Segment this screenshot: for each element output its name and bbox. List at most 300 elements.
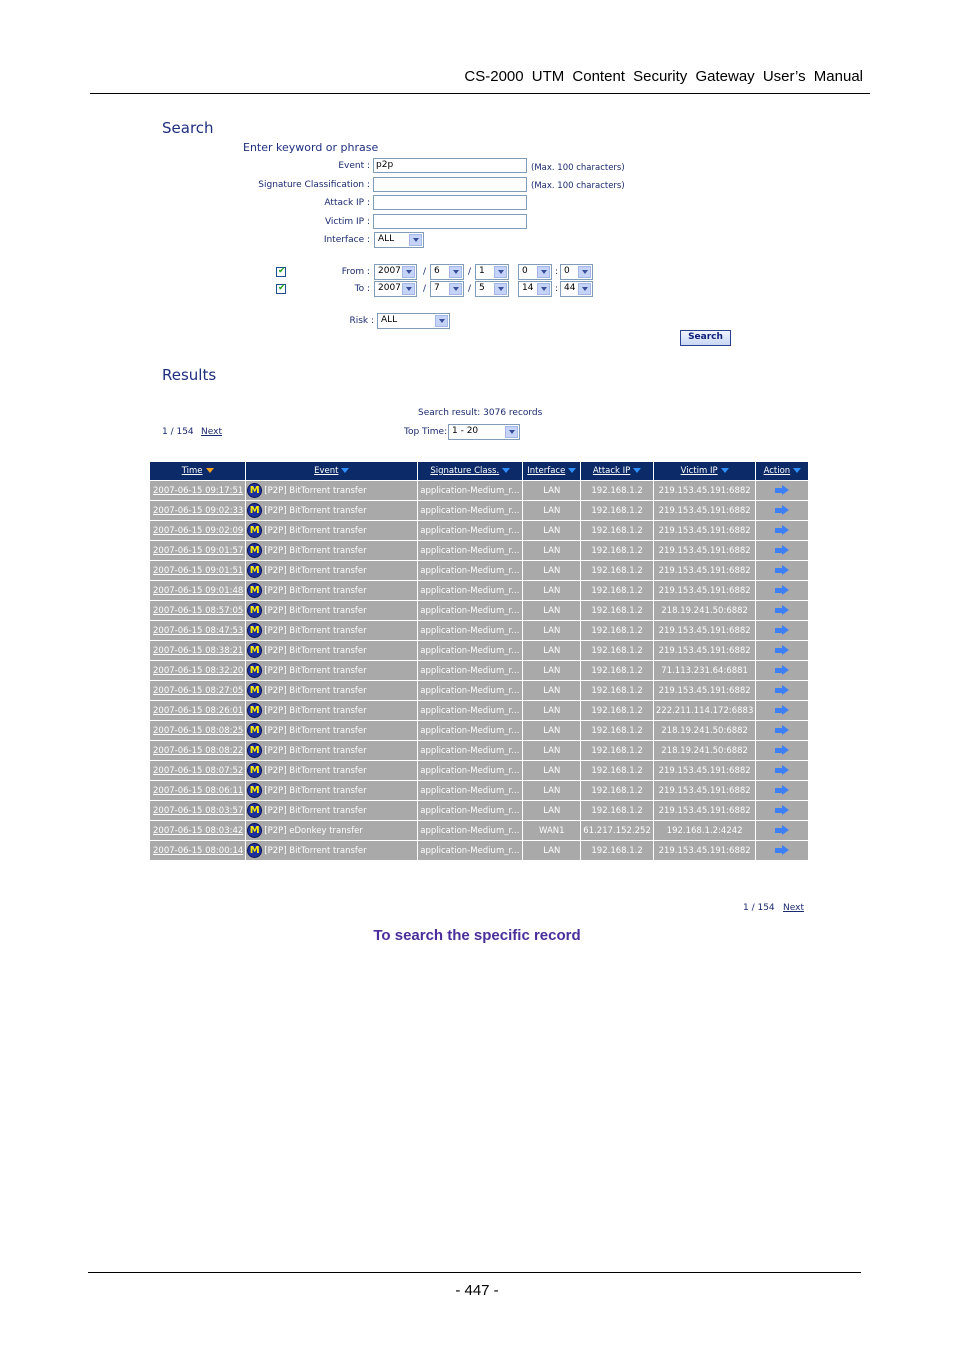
signature-class-cell: application-Medium_r...: [418, 780, 522, 800]
event-cell: [246, 600, 417, 620]
arrow-right-icon[interactable]: [775, 585, 789, 595]
chevron-down-icon: [449, 266, 462, 278]
column-header-time[interactable]: [150, 462, 245, 480]
time-link[interactable]: 2007-06-15 08:03:42: [150, 820, 245, 840]
search-subtitle: Enter keyword or phrase: [243, 141, 379, 154]
interface-cell: LAN: [523, 780, 580, 800]
attack-ip-cell: 192.168.1.2: [581, 480, 653, 500]
event-text: [P2P] BitTorrent transfer: [264, 846, 367, 856]
to-day-select[interactable]: [475, 281, 509, 297]
table-row: [150, 480, 808, 500]
victim-ip-cell: 219.153.45.191:6882: [654, 540, 756, 560]
page-number: - 447 -: [455, 1282, 499, 1299]
to-month-value: 7: [434, 283, 440, 293]
victim-ip-cell: 219.153.45.191:6882: [654, 480, 756, 500]
attack-ip-label: Attack IP :: [324, 198, 370, 208]
to-minute-select[interactable]: [560, 281, 593, 297]
column-header-signature-class[interactable]: [418, 462, 522, 480]
chevron-down-icon: [578, 266, 591, 278]
interface-label: Interface :: [323, 235, 370, 245]
risk-select[interactable]: [377, 313, 450, 329]
signature-class-cell: application-Medium_r...: [418, 760, 522, 780]
interface-cell: LAN: [523, 840, 580, 860]
table-row: [150, 740, 808, 760]
attack-ip-cell: 192.168.1.2: [581, 840, 653, 860]
event-text: [P2P] BitTorrent transfer: [264, 506, 367, 516]
victim-ip-cell: 219.153.45.191:6882: [654, 500, 756, 520]
time-link[interactable]: 2007-06-15 08:32:20: [150, 660, 245, 680]
table-row: [150, 500, 808, 520]
date-separator: /: [468, 267, 472, 277]
arrow-right-icon[interactable]: [775, 645, 789, 655]
time-link[interactable]: 2007-06-15 08:08:22: [150, 740, 245, 760]
to-month-select[interactable]: [430, 281, 464, 297]
medium-risk-icon: M: [247, 703, 262, 718]
medium-risk-icon: M: [247, 483, 262, 498]
arrow-right-icon[interactable]: [775, 485, 789, 495]
chevron-down-icon: [537, 266, 550, 278]
from-day-value: 1: [479, 266, 485, 276]
from-month-value: 6: [434, 266, 440, 276]
medium-risk-icon: M: [247, 563, 262, 578]
victim-ip-cell: 219.153.45.191:6882: [654, 840, 756, 860]
from-hour-select[interactable]: [518, 264, 552, 280]
event-cell: [246, 500, 417, 520]
to-year-value: 2007: [378, 283, 401, 293]
arrow-right-icon[interactable]: [775, 605, 789, 615]
time-link[interactable]: 2007-06-15 08:00:14: [150, 840, 245, 860]
victim-ip-cell: 218.19.241.50:6882: [654, 720, 756, 740]
interface-cell: LAN: [523, 560, 580, 580]
signature-class-cell: application-Medium_r...: [418, 840, 522, 860]
from-hour-value: 0: [522, 266, 528, 276]
to-year-select[interactable]: [374, 281, 417, 297]
attack-ip-cell: 192.168.1.2: [581, 500, 653, 520]
interface-cell: LAN: [523, 680, 580, 700]
column-label: Interface: [527, 466, 566, 476]
event-cell: [246, 640, 417, 660]
table-row: [150, 780, 808, 800]
column-header-action[interactable]: [756, 462, 808, 480]
interface-cell: LAN: [523, 580, 580, 600]
victim-ip-cell: 222.211.114.172:6883: [654, 700, 756, 720]
attack-ip-cell: 192.168.1.2: [581, 800, 653, 820]
to-day-value: 5: [479, 283, 485, 293]
table-row: [150, 580, 808, 600]
date-separator: /: [423, 267, 427, 277]
table-row: [150, 640, 808, 660]
action-cell: [756, 760, 808, 780]
victim-ip-label: Victim IP :: [324, 217, 370, 227]
event-cell: [246, 580, 417, 600]
table-row: [150, 720, 808, 740]
column-header-attack-ip[interactable]: [581, 462, 653, 480]
column-label: Signature Class.: [430, 466, 500, 476]
attack-ip-cell: 61.217.152.252: [581, 820, 653, 840]
arrow-right-icon[interactable]: [775, 545, 789, 555]
signature-class-cell: application-Medium_r...: [418, 520, 522, 540]
interface-cell: LAN: [523, 540, 580, 560]
signature-class-cell: application-Medium_r...: [418, 540, 522, 560]
event-cell: [246, 620, 417, 640]
sigclass-label: Signature Classification :: [258, 180, 370, 190]
action-cell: [756, 620, 808, 640]
chevron-down-icon: [409, 234, 422, 246]
event-text: [P2P] BitTorrent transfer: [264, 606, 367, 616]
action-cell: [756, 560, 808, 580]
event-text: [P2P] BitTorrent transfer: [264, 806, 367, 816]
attack-ip-cell: 192.168.1.2: [581, 720, 653, 740]
sort-icon: [793, 468, 801, 473]
table-row: [150, 620, 808, 640]
search-result-summary: Search result: 3076 records: [418, 408, 543, 418]
arrow-right-icon[interactable]: [775, 625, 789, 635]
medium-risk-icon: M: [247, 623, 262, 638]
action-cell: [756, 480, 808, 500]
signature-class-cell: application-Medium_r...: [418, 500, 522, 520]
arrow-right-icon[interactable]: [775, 525, 789, 535]
arrow-right-icon[interactable]: [775, 665, 789, 675]
signature-class-cell: application-Medium_r...: [418, 660, 522, 680]
arrow-right-icon[interactable]: [775, 745, 789, 755]
medium-risk-icon: M: [247, 543, 262, 558]
victim-ip-cell: 218.19.241.50:6882: [654, 740, 756, 760]
arrow-right-icon[interactable]: [775, 705, 789, 715]
signature-class-cell: application-Medium_r...: [418, 700, 522, 720]
medium-risk-icon: M: [247, 503, 262, 518]
interface-cell: LAN: [523, 480, 580, 500]
event-text: [P2P] BitTorrent transfer: [264, 766, 367, 776]
search-section-title: Search: [162, 119, 214, 137]
table-row: [150, 840, 808, 860]
interface-cell: LAN: [523, 620, 580, 640]
to-hour-select[interactable]: [518, 281, 552, 297]
table-header-row: [150, 462, 808, 480]
top-time-select[interactable]: [448, 424, 520, 440]
event-cell: [246, 720, 417, 740]
medium-risk-icon: M: [247, 723, 262, 738]
medium-risk-icon: M: [247, 763, 262, 778]
arrow-right-icon[interactable]: [775, 565, 789, 575]
table-row: [150, 700, 808, 720]
action-cell: [756, 640, 808, 660]
date-separator: /: [468, 284, 472, 294]
action-cell: [756, 700, 808, 720]
time-link[interactable]: 2007-06-15 09:01:57: [150, 540, 245, 560]
chevron-down-icon: [494, 266, 507, 278]
sort-icon: [341, 468, 349, 473]
time-link[interactable]: 2007-06-15 08:57:05: [150, 600, 245, 620]
from-minute-select[interactable]: [560, 264, 593, 280]
attack-ip-cell: 192.168.1.2: [581, 760, 653, 780]
header-rule: [90, 93, 870, 94]
event-label: Event :: [338, 161, 370, 171]
from-label: From :: [341, 267, 370, 277]
manual-title: CS-2000 UTM Content Security Gateway User’s Manual: [464, 68, 863, 85]
risk-label: Risk :: [349, 316, 374, 326]
interface-cell: LAN: [523, 700, 580, 720]
victim-ip-cell: 219.153.45.191:6882: [654, 680, 756, 700]
signature-class-cell: application-Medium_r...: [418, 560, 522, 580]
event-text: [P2P] eDonkey transfer: [264, 826, 363, 836]
victim-ip-cell: 219.153.45.191:6882: [654, 520, 756, 540]
event-input[interactable]: p2p: [373, 158, 527, 173]
time-link[interactable]: 2007-06-15 08:08:25: [150, 720, 245, 740]
column-label: Action: [763, 466, 791, 476]
attack-ip-cell: 192.168.1.2: [581, 640, 653, 660]
chevron-down-icon: [435, 315, 448, 327]
arrow-right-icon[interactable]: [775, 805, 789, 815]
event-text: [P2P] BitTorrent transfer: [264, 786, 367, 796]
time-link[interactable]: 2007-06-15 08:03:57: [150, 800, 245, 820]
arrow-right-icon[interactable]: [775, 785, 789, 795]
attack-ip-cell: 192.168.1.2: [581, 660, 653, 680]
event-text: [P2P] BitTorrent transfer: [264, 566, 367, 576]
medium-risk-icon: M: [247, 843, 262, 858]
victim-ip-cell: 218.19.241.50:6882: [654, 600, 756, 620]
to-minute-value: 44: [564, 283, 576, 293]
bottom-next-page-link[interactable]: Next: [783, 903, 804, 913]
interface-cell: LAN: [523, 520, 580, 540]
signature-class-cell: application-Medium_r...: [418, 580, 522, 600]
event-text: [P2P] BitTorrent transfer: [264, 686, 367, 696]
chevron-down-icon: [402, 283, 415, 295]
time-link[interactable]: 2007-06-15 09:02:33: [150, 500, 245, 520]
action-cell: [756, 740, 808, 760]
event-cell: [246, 680, 417, 700]
arrow-right-icon[interactable]: [775, 845, 789, 855]
action-cell: [756, 660, 808, 680]
chevron-down-icon: [578, 283, 591, 295]
table-row: [150, 600, 808, 620]
event-cell: [246, 700, 417, 720]
action-cell: [756, 780, 808, 800]
signature-class-cell: application-Medium_r...: [418, 680, 522, 700]
interface-cell: LAN: [523, 760, 580, 780]
from-year-value: 2007: [378, 266, 401, 276]
column-label: Victim IP: [680, 466, 718, 476]
medium-risk-icon: M: [247, 743, 262, 758]
column-label: Attack IP: [592, 466, 631, 476]
event-text: [P2P] BitTorrent transfer: [264, 726, 367, 736]
victim-ip-cell: 219.153.45.191:6882: [654, 560, 756, 580]
signature-class-cell: application-Medium_r...: [418, 720, 522, 740]
attack-ip-cell: 192.168.1.2: [581, 540, 653, 560]
chevron-down-icon: [494, 283, 507, 295]
attack-ip-cell: 192.168.1.2: [581, 560, 653, 580]
column-header-event[interactable]: [246, 462, 417, 480]
table-row: [150, 680, 808, 700]
medium-risk-icon: M: [247, 523, 262, 538]
time-link[interactable]: 2007-06-15 09:02:09: [150, 520, 245, 540]
column-label: Time: [181, 466, 203, 476]
attack-ip-cell: 192.168.1.2: [581, 780, 653, 800]
attack-ip-cell: 192.168.1.2: [581, 600, 653, 620]
event-cell: [246, 660, 417, 680]
results-section-title: Results: [162, 366, 217, 384]
event-cell: [246, 480, 417, 500]
check-icon: ✔: [278, 282, 286, 292]
victim-ip-cell: 192.168.1.2:4242: [654, 820, 756, 840]
victim-ip-cell: 219.153.45.191:6882: [654, 760, 756, 780]
action-cell: [756, 540, 808, 560]
event-cell: [246, 520, 417, 540]
action-cell: [756, 500, 808, 520]
medium-risk-icon: M: [247, 603, 262, 618]
time-link[interactable]: 2007-06-15 09:01:51: [150, 560, 245, 580]
event-text: [P2P] BitTorrent transfer: [264, 626, 367, 636]
arrow-right-icon[interactable]: [775, 505, 789, 515]
action-cell: [756, 600, 808, 620]
from-year-select[interactable]: [374, 264, 417, 280]
arrow-right-icon[interactable]: [775, 685, 789, 695]
time-link[interactable]: 2007-06-15 08:06:11: [150, 780, 245, 800]
results-table: [149, 462, 809, 860]
top-time-label: Top Time:: [404, 427, 448, 437]
chevron-down-icon: [537, 283, 550, 295]
bottom-page-indicator: 1 / 154: [743, 903, 775, 913]
action-cell: [756, 800, 808, 820]
event-text: [P2P] BitTorrent transfer: [264, 646, 367, 656]
interface-cell: LAN: [523, 500, 580, 520]
attack-ip-input[interactable]: [373, 195, 527, 210]
column-header-interface[interactable]: [523, 462, 580, 480]
medium-risk-icon: M: [247, 683, 262, 698]
event-cell: [246, 800, 417, 820]
attack-ip-cell: 192.168.1.2: [581, 620, 653, 640]
event-cell: [246, 840, 417, 860]
event-text: [P2P] BitTorrent transfer: [264, 486, 367, 496]
interface-cell: LAN: [523, 660, 580, 680]
arrow-right-icon[interactable]: [775, 825, 789, 835]
to-label: To :: [354, 284, 370, 294]
event-text: [P2P] BitTorrent transfer: [264, 586, 367, 596]
signature-class-cell: application-Medium_r...: [418, 600, 522, 620]
action-cell: [756, 840, 808, 860]
victim-ip-input[interactable]: [373, 214, 527, 229]
event-cell: [246, 780, 417, 800]
next-page-link[interactable]: Next: [201, 427, 222, 437]
event-text: [P2P] BitTorrent transfer: [264, 706, 367, 716]
victim-ip-cell: 219.153.45.191:6882: [654, 780, 756, 800]
arrow-right-icon[interactable]: [775, 765, 789, 775]
victim-ip-cell: 219.153.45.191:6882: [654, 620, 756, 640]
table-row: [150, 520, 808, 540]
page-indicator: 1 / 154: [162, 427, 194, 437]
from-checkbox[interactable]: [276, 267, 286, 277]
interface-cell: LAN: [523, 640, 580, 660]
time-link[interactable]: 2007-06-15 09:17:51: [150, 480, 245, 500]
medium-risk-icon: M: [247, 823, 262, 838]
top-time-value: 1 - 20: [452, 426, 479, 436]
interface-cell: WAN1: [523, 820, 580, 840]
from-month-select[interactable]: [430, 264, 464, 280]
sort-icon: [502, 468, 510, 473]
to-hour-value: 14: [522, 283, 534, 293]
column-label: Event: [314, 466, 339, 476]
from-minute-value: 0: [564, 266, 570, 276]
medium-risk-icon: M: [247, 803, 262, 818]
action-cell: [756, 720, 808, 740]
time-separator: :: [555, 267, 559, 277]
victim-ip-cell: 219.153.45.191:6882: [654, 580, 756, 600]
event-text: [P2P] BitTorrent transfer: [264, 666, 367, 676]
from-day-select[interactable]: [475, 264, 509, 280]
medium-risk-icon: M: [247, 583, 262, 598]
medium-risk-icon: M: [247, 643, 262, 658]
sigclass-note: (Max. 100 characters): [531, 181, 625, 191]
signature-class-cell: application-Medium_r...: [418, 740, 522, 760]
sort-icon: [721, 468, 729, 473]
medium-risk-icon: M: [247, 663, 262, 678]
event-cell: [246, 820, 417, 840]
victim-ip-cell: 219.153.45.191:6882: [654, 800, 756, 820]
time-link[interactable]: 2007-06-15 09:01:48: [150, 580, 245, 600]
signature-class-cell: application-Medium_r...: [418, 640, 522, 660]
interface-select[interactable]: [374, 232, 424, 248]
action-cell: [756, 520, 808, 540]
victim-ip-cell: 219.153.45.191:6882: [654, 640, 756, 660]
column-header-victim-ip[interactable]: [654, 462, 756, 480]
signature-class-cell: application-Medium_r...: [418, 820, 522, 840]
sigclass-input[interactable]: [373, 177, 527, 192]
chevron-down-icon: [402, 266, 415, 278]
event-note: (Max. 100 characters): [531, 163, 625, 173]
time-link[interactable]: 2007-06-15 08:27:05: [150, 680, 245, 700]
time-link[interactable]: 2007-06-15 08:26:01: [150, 700, 245, 720]
time-link[interactable]: 2007-06-15 08:38:21: [150, 640, 245, 660]
medium-risk-icon: M: [247, 783, 262, 798]
interface-cell: LAN: [523, 800, 580, 820]
sort-desc-icon: [206, 468, 214, 473]
signature-class-cell: application-Medium_r...: [418, 480, 522, 500]
event-text: [P2P] BitTorrent transfer: [264, 746, 367, 756]
check-icon: ✔: [278, 265, 286, 275]
interface-cell: LAN: [523, 740, 580, 760]
action-cell: [756, 680, 808, 700]
time-separator: :: [555, 284, 559, 294]
table-row: [150, 760, 808, 780]
action-cell: [756, 820, 808, 840]
table-row: [150, 660, 808, 680]
table-row: [150, 800, 808, 820]
attack-ip-cell: 192.168.1.2: [581, 740, 653, 760]
event-text: [P2P] BitTorrent transfer: [264, 546, 367, 556]
attack-ip-cell: 192.168.1.2: [581, 520, 653, 540]
time-link[interactable]: 2007-06-15 08:47:53: [150, 620, 245, 640]
arrow-right-icon[interactable]: [775, 725, 789, 735]
event-cell: [246, 760, 417, 780]
table-row: [150, 540, 808, 560]
interface-value: ALL: [378, 234, 395, 244]
time-link[interactable]: 2007-06-15 08:07:52: [150, 760, 245, 780]
attack-ip-cell: 192.168.1.2: [581, 580, 653, 600]
date-separator: /: [423, 284, 427, 294]
chevron-down-icon: [449, 283, 462, 295]
sort-icon: [568, 468, 576, 473]
attack-ip-cell: 192.168.1.2: [581, 680, 653, 700]
search-button[interactable]: Search: [680, 330, 731, 346]
footer-rule: [88, 1272, 861, 1273]
signature-class-cell: application-Medium_r...: [418, 620, 522, 640]
chevron-down-icon: [505, 426, 518, 438]
to-checkbox[interactable]: [276, 284, 286, 294]
table-row: [150, 560, 808, 580]
attack-ip-cell: 192.168.1.2: [581, 700, 653, 720]
interface-cell: LAN: [523, 600, 580, 620]
interface-cell: LAN: [523, 720, 580, 740]
victim-ip-cell: 71.113.231.64:6881: [654, 660, 756, 680]
